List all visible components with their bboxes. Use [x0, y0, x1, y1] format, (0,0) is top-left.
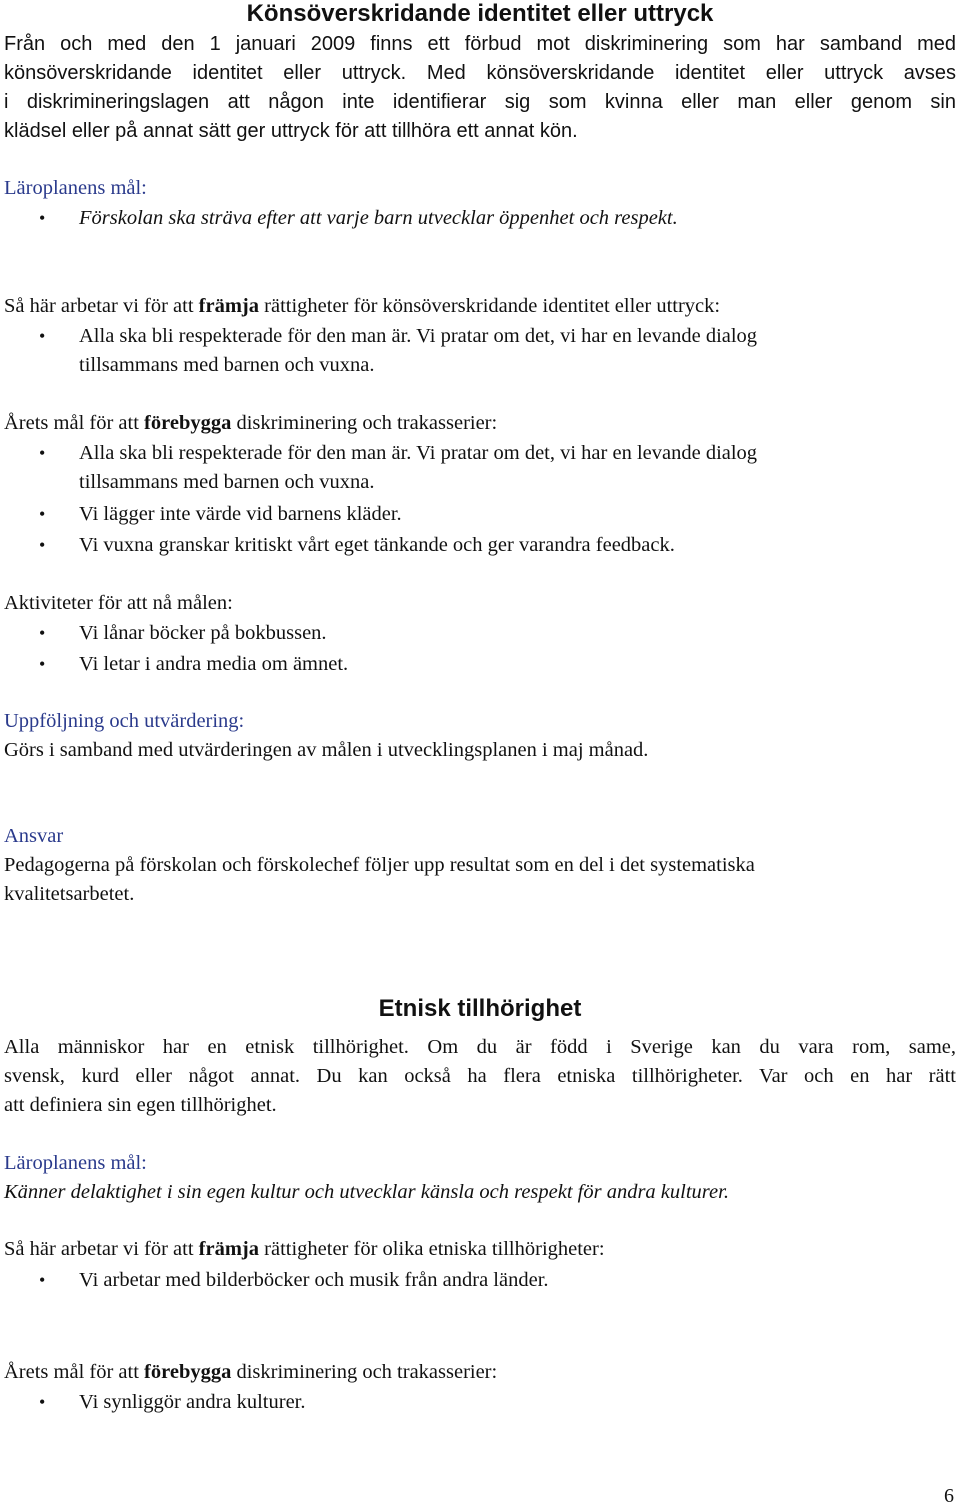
intro-line-3: i diskrimineringslagen att någon inte identifierar sig som kvinna eller man eller genom sin: [4, 91, 956, 113]
ethnic-prevent-heading: Årets mål för att förebygga diskriminering och trakasserier:: [4, 1361, 498, 1383]
responsibility-label: Ansvar: [4, 825, 64, 847]
prevent-item-3: Vi vuxna granskar kritiskt vårt eget tänkande och ger varandra feedback.: [79, 534, 675, 556]
page-number: 6: [944, 1485, 954, 1507]
bullet-icon: •: [39, 326, 46, 346]
ethnic-promote-item: Vi arbetar med bilderböcker och musik från andra länder.: [79, 1269, 549, 1291]
ethnic-promote-heading: Så här arbetar vi för att främja rättigheter för olika etniska tillhörigheter:: [4, 1238, 605, 1260]
intro-line-4: klädsel eller på annat sätt ger uttryck för att tillhöra ett annat kön.: [4, 120, 578, 142]
followup-label: Uppföljning och utvärdering:: [4, 710, 245, 732]
followup-text: Görs i samband med utvärderingen av målen i utvecklingsplanen i maj månad.: [4, 739, 649, 761]
promote-item-line-1: Alla ska bli respekterade för den man är. Vi pratar om det, vi har en levande dialog: [79, 325, 758, 347]
intro-line-1: Från och med den 1 januari 2009 finns ett förbud mot diskriminering som har samband med: [4, 33, 956, 55]
bullet-icon: •: [39, 1270, 46, 1290]
curriculum-goal-item: Förskolan ska sträva efter att varje barn utvecklar öppenhet och respekt.: [79, 207, 678, 229]
bullet-icon: •: [39, 504, 46, 524]
activities-item-1: Vi lånar böcker på bokbussen.: [79, 622, 327, 644]
promote-heading: Så här arbetar vi för att främja rättigheter för könsöverskridande identitet eller uttryck:: [4, 295, 721, 317]
responsibility-line-1: Pedagogerna på förskolan och förskolechef följer upp resultat som en del i det systematiska: [4, 854, 755, 876]
ethnic-intro-line-3: att definiera sin egen tillhörighet.: [4, 1094, 277, 1116]
curriculum-goal-label: Läroplanens mål:: [4, 177, 147, 199]
intro-line-2: könsöverskridande identitet eller uttryck. Med könsöverskridande identitet eller uttryck avses: [4, 62, 956, 84]
ethnic-intro-line-1: Alla människor har en etnisk tillhörighet. Om du är född i Sverige kan du vara rom, same,: [4, 1036, 956, 1058]
ethnic-curriculum-goal-label: Läroplanens mål:: [4, 1152, 147, 1174]
activities-item-2: Vi letar i andra media om ämnet.: [79, 653, 349, 675]
promote-item-line-2: tillsammans med barnen och vuxna.: [79, 354, 375, 376]
section-heading-gender-identity: Könsöverskridande identitet eller uttryck: [246, 0, 714, 27]
bullet-icon: •: [39, 623, 46, 643]
prevent-item-1-line-1: Alla ska bli respekterade för den man är. Vi pratar om det, vi har en levande dialog: [79, 442, 758, 464]
prevent-item-2: Vi lägger inte värde vid barnens kläder.: [79, 503, 402, 525]
bullet-icon: •: [39, 654, 46, 674]
ethnic-intro-line-2: svensk, kurd eller något annat. Du kan också ha flera etniska tillhörigheter. Var och en har rätt: [4, 1065, 956, 1087]
ethnic-prevent-item: Vi synliggör andra kulturer.: [79, 1391, 306, 1413]
ethnic-curriculum-goal-text: Känner delaktighet i sin egen kultur och utvecklar känsla och respekt för andra kulturer.: [4, 1181, 729, 1203]
bullet-icon: •: [39, 1392, 46, 1412]
bullet-icon: •: [39, 535, 46, 555]
bullet-icon: •: [39, 208, 46, 228]
prevent-heading: Årets mål för att förebygga diskriminering och trakasserier:: [4, 412, 498, 434]
section-heading-ethnicity: Etnisk tillhörighet: [378, 995, 582, 1022]
prevent-item-1-line-2: tillsammans med barnen och vuxna.: [79, 471, 375, 493]
activities-label: Aktiviteter för att nå målen:: [4, 592, 233, 614]
responsibility-line-2: kvalitetsarbetet.: [4, 883, 135, 905]
bullet-icon: •: [39, 443, 46, 463]
